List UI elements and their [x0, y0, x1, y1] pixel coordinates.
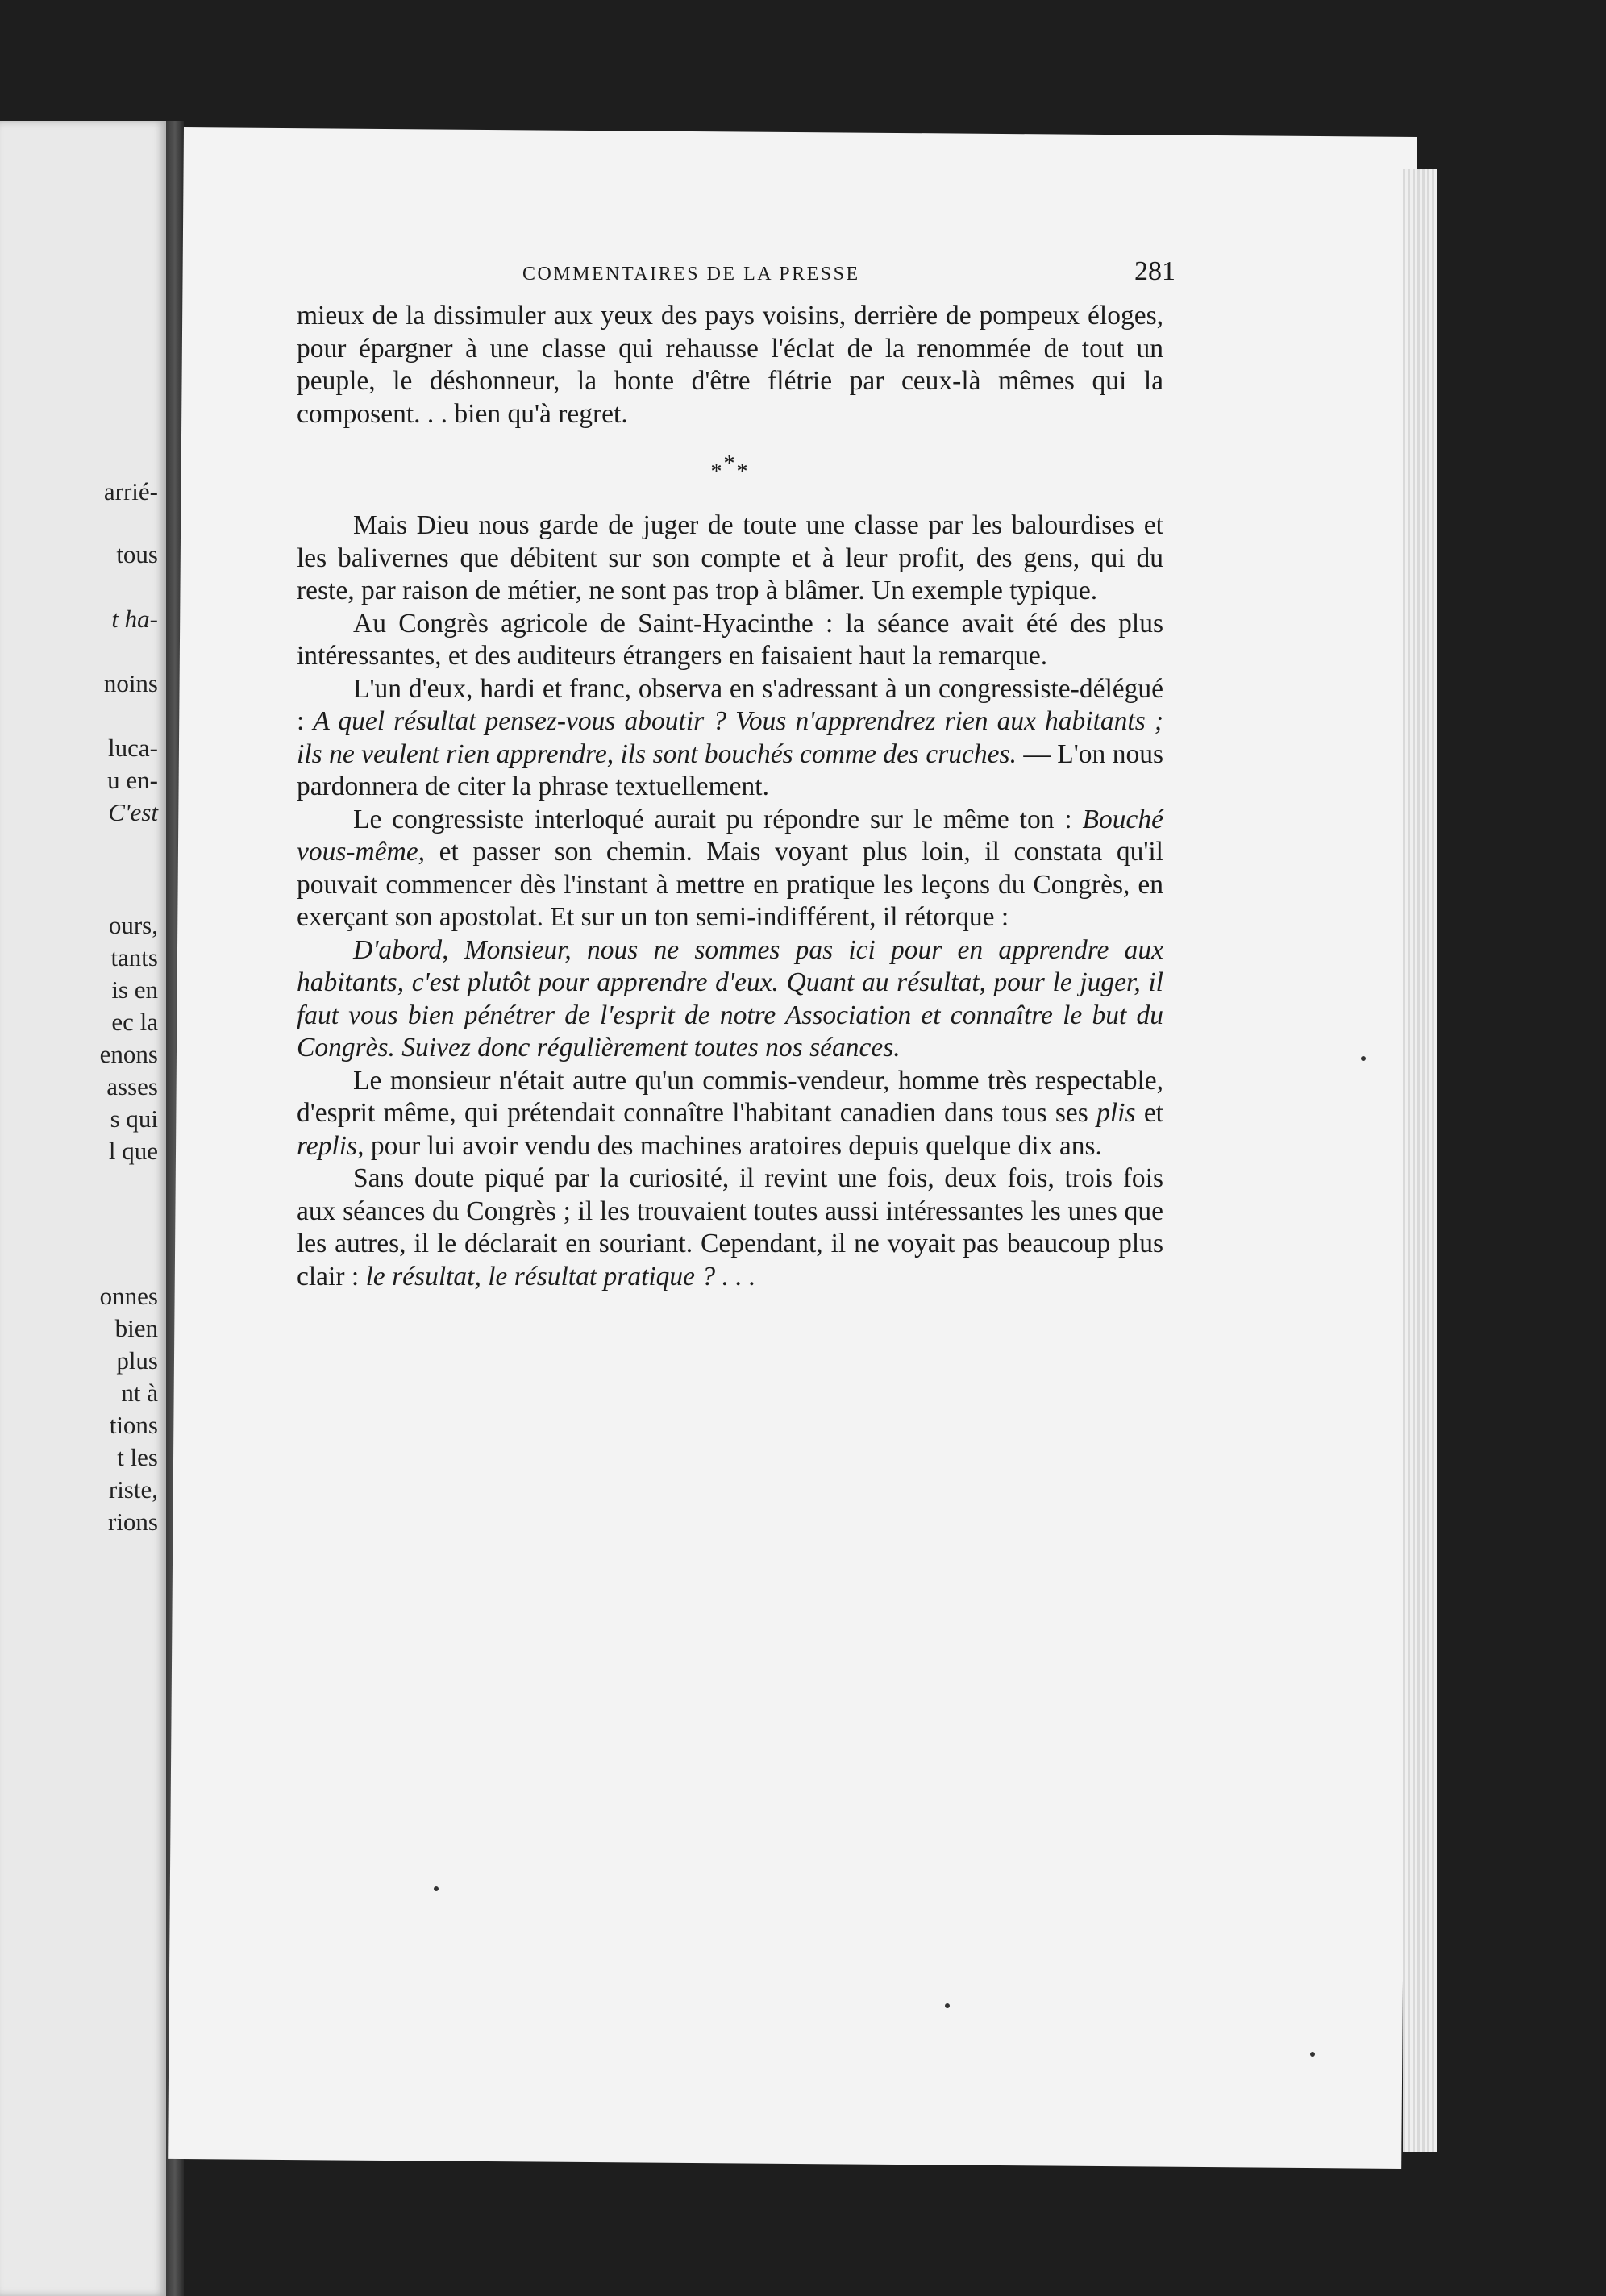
- left-page-line: is en: [111, 975, 158, 1004]
- paragraph-5-quote: Bouché vous-même,: [297, 804, 1163, 867]
- scan-speck: [1310, 2052, 1315, 2057]
- paragraph-8-quote: le résultat, le résultat pratique ? . . .: [365, 1261, 756, 1292]
- paragraph-4-text-a: L'un d'eux, hardi et franc, observa en s'adressant à un congressiste-délégué :: [297, 673, 1163, 736]
- paragraph-1: mieux de la dissimuler aux yeux des pays voisins, derrière de pompeux éloges, pour épargner à une classe qui rehausse l'éclat de la renommée de tout un peuple, le déshonneur, la honte d'être flétrie par ceux-là mêmes qui la composent. . . bien qu'à regret.: [297, 301, 1163, 429]
- paragraph-7-text-a: Le monsieur n'était autre qu'un commis-vendeur, homme très respectable, d'esprit même, qui prétendait connaître l'habitant canadien dans tous ses: [297, 1065, 1163, 1128]
- page-body: [297, 300, 1163, 1293]
- left-page-line: enons: [99, 1040, 158, 1068]
- paragraph-7-text-c: et: [1135, 1098, 1163, 1128]
- running-header: [337, 256, 1175, 287]
- left-facing-page: [0, 121, 166, 2296]
- paragraph-5: [297, 804, 1163, 934]
- page-number: 281: [1134, 256, 1175, 286]
- paragraph-8: [297, 1163, 1163, 1293]
- paragraph-8-text-a: Sans doute piqué par la curiosité, il revint une fois, deux fois, trois fois aux séances du Congrès ; il les trouvaient toutes aussi intéressantes les unes que les autres, il le déclarait en souriant. Cependant, il ne voyait pas beaucoup plus clair :: [297, 1163, 1163, 1292]
- left-page-line: s qui: [110, 1104, 158, 1133]
- separator-star-left: *: [710, 460, 724, 485]
- scan-speck: [1361, 1056, 1366, 1061]
- left-page-line: tants: [110, 943, 158, 971]
- section-separator: [297, 448, 1163, 489]
- left-page-line: bien: [114, 1314, 158, 1342]
- left-page-line: l que: [108, 1137, 158, 1165]
- paragraph-6-quote: D'abord, Monsieur, nous ne sommes pas ici pour en apprendre aux habitants, c'est plutôt pour apprendre d'eux. Quant au résultat, pour le juger, il faut vous bien pénétrer de l'esprit de notre Association et connaître le but du Congrès. Suivez donc régulièrement toutes nos séances.: [297, 934, 1163, 1063]
- paragraph-3: Au Congrès agricole de Saint-Hyacinthe : la séance avait été des plus intéressantes, et des auditeurs étrangers en faisaient haut la remarque.: [297, 608, 1163, 671]
- left-page-line: t les: [117, 1443, 158, 1471]
- left-page-line: tous: [116, 540, 158, 568]
- paragraph-7-italic-replis: replis,: [297, 1130, 364, 1161]
- separator-star-right: *: [736, 460, 750, 485]
- paragraph-4-text-c: — L'on nous pardonnera de citer la phrase textuellement.: [297, 738, 1163, 801]
- left-page-line: ec la: [111, 1008, 158, 1036]
- left-page-line: riste,: [108, 1475, 158, 1504]
- left-page-line: t ha-: [111, 605, 158, 633]
- left-page-line: nt à: [121, 1379, 158, 1407]
- paragraph-4: [297, 673, 1163, 804]
- left-page-line: onnes: [99, 1282, 158, 1310]
- paragraph-4-quote: A quel résultat pensez-vous aboutir ? Vous n'apprendrez rien aux habitants ; ils ne veulent rien apprendre, ils sont bouchés comme des cruches.: [297, 706, 1164, 769]
- left-page-line: luca-: [108, 734, 158, 762]
- page-edges: [1403, 169, 1437, 2152]
- left-page-line: plus: [116, 1346, 158, 1375]
- left-page-line: C'est: [108, 798, 158, 826]
- scan-speck: [434, 1886, 439, 1891]
- left-page-line: asses: [106, 1072, 158, 1100]
- left-page-line: arrié-: [103, 477, 158, 505]
- left-page-line: u en-: [107, 766, 158, 794]
- left-page-line: ours,: [108, 911, 158, 939]
- paragraph-5-text-c: et passer son chemin. Mais voyant plus loin, il constata qu'il pouvait commencer dès l'instant à mettre en pratique les leçons du Congrès, en exerçant son apostolat. Et sur un ton semi-indifférent, il rétorque :: [297, 837, 1163, 932]
- paragraph-5-text-a: Le congressiste interloqué aurait pu répondre sur le même ton :: [353, 804, 1083, 834]
- paragraph-7: [297, 1065, 1163, 1163]
- left-page-line: noins: [103, 669, 158, 697]
- left-page-line: rions: [108, 1508, 158, 1536]
- paragraph-7-italic-plis: plis: [1096, 1098, 1136, 1128]
- separator-star-top: *: [723, 451, 737, 476]
- running-title: COMMENTAIRES DE LA PRESSE: [522, 264, 860, 285]
- paragraph-2: Mais Dieu nous garde de juger de toute une classe par les balourdises et les balivernes que débitent sur son compte et à leur profit, des gens, qui du reste, par raison de métier, ne sont pas trop à blâmer. Un exemple typique.: [297, 510, 1163, 605]
- left-page-line: tions: [109, 1411, 158, 1439]
- scan-speck: [945, 2003, 950, 2008]
- paragraph-7-text-e: pour lui avoir vendu des machines aratoires depuis quelque dix ans.: [364, 1130, 1102, 1161]
